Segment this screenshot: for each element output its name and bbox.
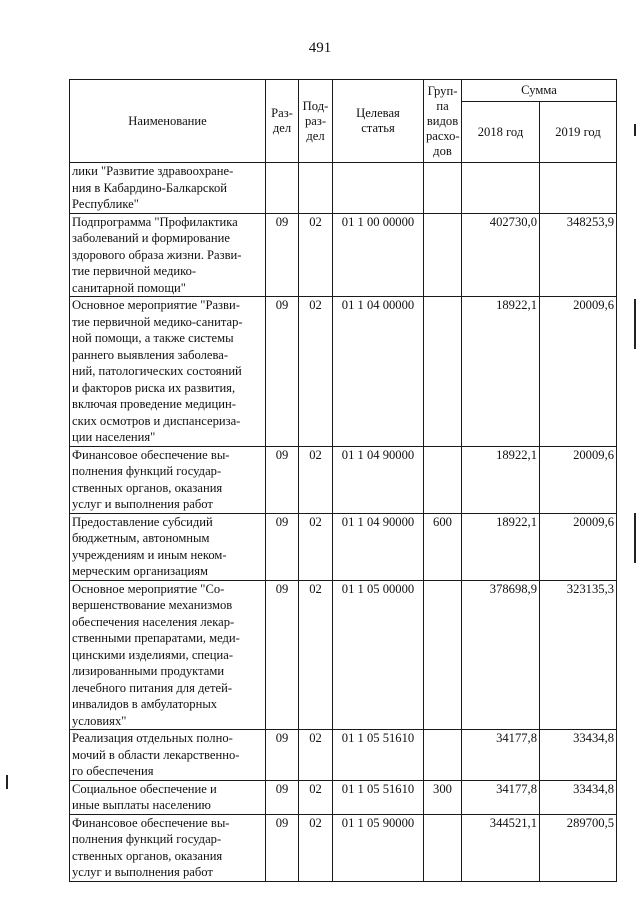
row-target: 01 1 05 51610 [333,780,424,814]
table-row [70,580,617,730]
row-section: 09 [266,297,299,447]
header-section: Раз- дел [266,80,299,163]
row-target: 01 1 00 00000 [333,213,424,297]
row-group [424,730,462,781]
row-group [424,297,462,447]
row-amount-2018: 18922,1 [462,446,540,513]
row-group [424,580,462,730]
row-group [424,163,462,214]
row-amount-2018: 402730,0 [462,213,540,297]
row-section: 09 [266,446,299,513]
row-subsection [299,163,333,214]
row-name: Подпрограмма "Профилактика заболеваний и формирование здорового образа жизни. Разви- тие первичной медико- санитарной помощи" [70,213,266,297]
row-group: 600 [424,513,462,580]
row-subsection: 02 [299,730,333,781]
table-row [70,163,617,214]
table-row [70,814,617,881]
row-amount-2019: 33434,8 [540,780,617,814]
row-amount-2019 [540,163,617,214]
row-name: Предоставление субсидий бюджетным, автономным учреждениям и иным неком- мерческим организациям [70,513,266,580]
scan-edge-mark [6,775,8,789]
row-amount-2019: 20009,6 [540,297,617,447]
header-2018: 2018 год [462,102,540,163]
page-number: 491 [308,40,332,56]
row-amount-2019: 20009,6 [540,446,617,513]
row-amount-2019: 20009,6 [540,513,617,580]
row-section: 09 [266,213,299,297]
header-subsection: Под- раз- дел [299,80,333,163]
row-amount-2018: 18922,1 [462,297,540,447]
row-amount-2019: 323135,3 [540,580,617,730]
row-amount-2019: 348253,9 [540,213,617,297]
row-subsection: 02 [299,513,333,580]
header-group: Груп- па видов расхо- дов [424,80,462,163]
header-sum: Сумма [462,80,617,102]
row-group [424,814,462,881]
scan-edge-mark [634,124,636,136]
row-target: 01 1 04 90000 [333,446,424,513]
row-amount-2018: 34177,8 [462,730,540,781]
scan-edge-mark [634,513,636,563]
row-name: Основное мероприятие "Со- вершенствование механизмов обеспечения населения лекар- ственными препаратами, меди- цинскими изделиями, специа- лизированными продуктами лечебного питания для детей- инвалидов в амбулаторных условиях" [70,580,266,730]
row-subsection: 02 [299,814,333,881]
header-2019: 2019 год [540,102,617,163]
row-target: 01 1 04 90000 [333,513,424,580]
row-subsection: 02 [299,580,333,730]
header-name: Наименование [70,80,266,163]
row-target: 01 1 05 51610 [333,730,424,781]
row-target: 01 1 04 00000 [333,297,424,447]
row-group [424,213,462,297]
table-row [70,297,617,447]
budget-table [69,79,617,882]
row-section: 09 [266,814,299,881]
header-target: Целевая статья [333,80,424,163]
row-section [266,163,299,214]
row-target: 01 1 05 00000 [333,580,424,730]
row-subsection: 02 [299,780,333,814]
row-section: 09 [266,513,299,580]
row-amount-2018: 378698,9 [462,580,540,730]
row-section: 09 [266,580,299,730]
row-amount-2018 [462,163,540,214]
row-amount-2018: 344521,1 [462,814,540,881]
row-group [424,446,462,513]
row-amount-2018: 18922,1 [462,513,540,580]
row-amount-2019: 33434,8 [540,730,617,781]
row-subsection: 02 [299,446,333,513]
row-name: лики "Развитие здравоохране- ния в Кабардино-Балкарской Республике" [70,163,266,214]
row-name: Социальное обеспечение и иные выплаты населению [70,780,266,814]
row-amount-2019: 289700,5 [540,814,617,881]
row-subsection: 02 [299,213,333,297]
table-row [70,513,617,580]
row-name: Основное мероприятие "Разви- тие первичной медико-санитар- ной помощи, а также системы раннего выявления заболева- ний, патологических состояний и факторов риска их развития, включая проведение медицин- ских осмотров и диспансериза- ции населения" [70,297,266,447]
row-name: Финансовое обеспечение вы- полнения функций государ- ственных органов, оказания услуг и выполнения работ [70,446,266,513]
row-name: Финансовое обеспечение вы- полнения функций государ- ственных органов, оказания услуг и выполнения работ [70,814,266,881]
row-amount-2018: 34177,8 [462,780,540,814]
row-name: Реализация отдельных полно- мочий в области лекарственно- го обеспечения [70,730,266,781]
row-subsection: 02 [299,297,333,447]
row-target [333,163,424,214]
row-section: 09 [266,780,299,814]
table-row [70,780,617,814]
table-row [70,213,617,297]
table-row [70,446,617,513]
row-section: 09 [266,730,299,781]
table-row [70,730,617,781]
scan-edge-mark [634,299,636,349]
row-group: 300 [424,780,462,814]
row-target: 01 1 05 90000 [333,814,424,881]
